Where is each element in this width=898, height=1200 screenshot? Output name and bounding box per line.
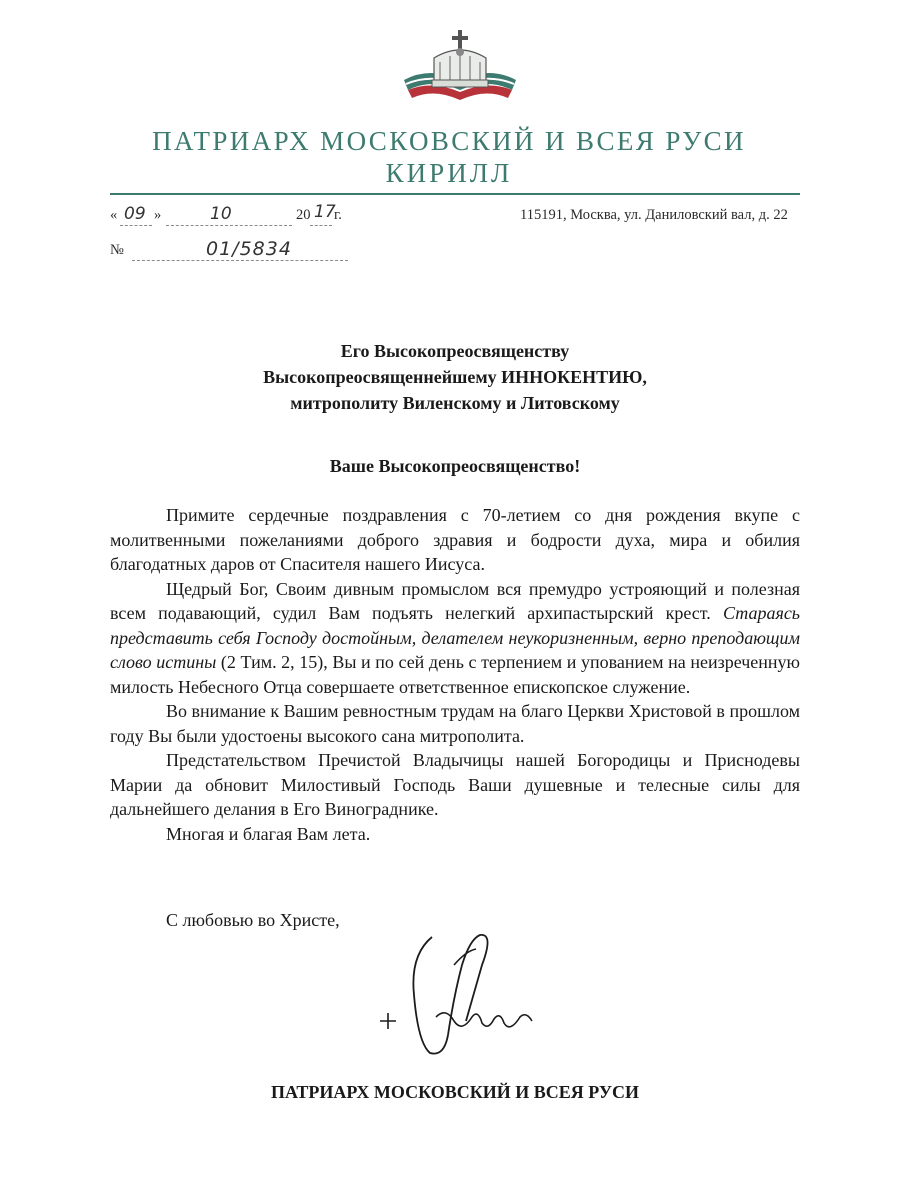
addressee-line-1: Его Высокопреосвященству bbox=[340, 341, 570, 361]
scripture-quote: Стараясь представить себя Господу достойным, делателем неукоризненным, верно преподающим слово истины bbox=[110, 603, 800, 672]
number-label: № bbox=[110, 242, 124, 258]
addressee-line-3: митрополиту Виленскому и Литовскому bbox=[290, 393, 620, 413]
date-day: 09 bbox=[124, 204, 146, 224]
signature-title: ПАТРИАРХ МОСКОВСКИЙ И ВСЕЯ РУСИ bbox=[270, 1082, 640, 1102]
date-field bbox=[110, 202, 370, 229]
addressee-line-2: Высокопреосвященнейшему ИННОКЕНТИЮ, bbox=[263, 367, 647, 387]
closing-phrase: С любовью во Христе, bbox=[166, 910, 340, 930]
paragraph-5: Многая и благая Вам лета. bbox=[166, 823, 371, 844]
letterhead-title: ПАТРИАРХ МОСКОВСКИЙ И ВСЕЯ РУСИ bbox=[152, 126, 746, 156]
salutation: Ваше Высокопреосвященство! bbox=[329, 456, 581, 476]
patriarchal-crown-emblem-icon bbox=[400, 18, 520, 110]
sender-address: 115191, Москва, ул. Даниловский вал, д. 22 bbox=[520, 207, 788, 223]
date-month: 10 bbox=[210, 204, 232, 224]
letter-body bbox=[110, 503, 800, 846]
date-year-prefix: 20 bbox=[296, 207, 311, 223]
paragraph-2: Щедрый Бог, Своим дивным промыслом вся премудро устрояющий и полезная всем подавающий, судил Вам подъять нелегкий архипастырский крест. Стараясь представить себя Господу достойным, делателем неукоризненным, верно преподающим слово истины (2 Тим. 2, 15), Вы и по сей день с терпением и упованием на неизреченную милость Небесного Отца совершаете ответственное епископское служение. bbox=[110, 578, 800, 697]
paragraph-4: Предстательством Пречистой Владычицы нашей Богородицы и Приснодевы Марии да обновит Милостивый Господь Ваши душевные и телесные силы для дальнейшего делания в Его Винограднике. bbox=[110, 750, 800, 819]
number-value: 01/5834 bbox=[206, 238, 292, 260]
date-year-label: г. bbox=[334, 207, 342, 223]
letterhead-name: КИРИЛЛ bbox=[385, 158, 513, 188]
date-close-quote: » bbox=[154, 207, 162, 223]
paragraph-3: Во внимание к Вашим ревностным трудам на благо Церкви Христовой в прошлом году Вы были удостоены высокого сана митрополита. bbox=[110, 701, 800, 746]
letterhead-divider bbox=[110, 193, 800, 195]
date-year-suffix: 17 bbox=[314, 202, 336, 222]
paragraph-1: Примите сердечные поздравления с 70-летием со дня рождения вкупе с молитвенными пожеланиями доброго здравия и бодрости духа, мира и обилия благодатных даров от Спасителя нашего Иисуса. bbox=[110, 505, 800, 574]
document-number bbox=[110, 240, 360, 264]
handwritten-signature bbox=[370, 925, 550, 1065]
date-open-quote: « bbox=[110, 207, 118, 223]
